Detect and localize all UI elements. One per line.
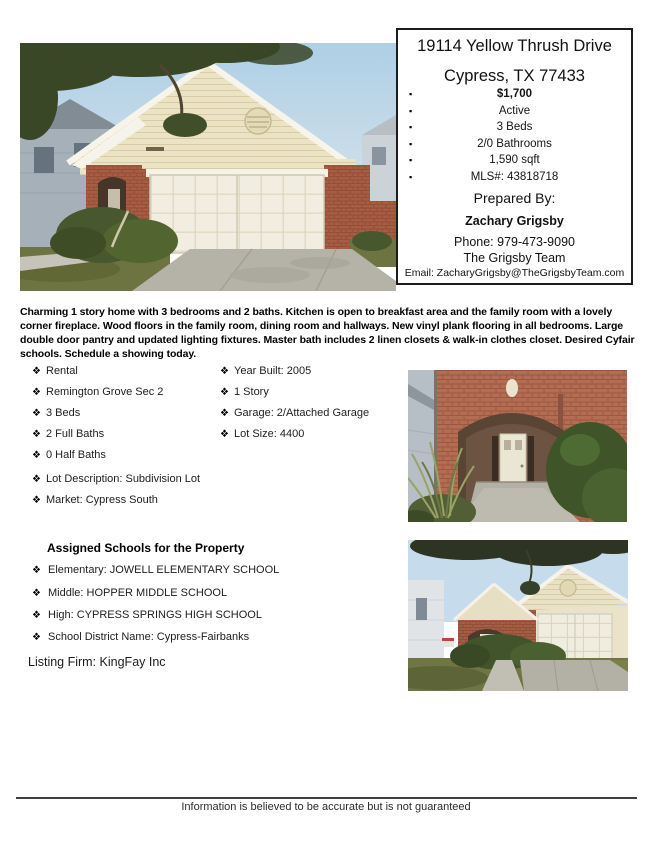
feature-item xyxy=(220,427,304,442)
highlight-row xyxy=(398,103,631,119)
feature-item xyxy=(32,385,163,400)
diamond-bullet-icon: ❖ xyxy=(32,366,41,377)
house-front-photo-illustration xyxy=(20,43,396,291)
schools-heading: Assigned Schools for the Property xyxy=(47,541,245,555)
main-exterior-photo xyxy=(20,43,396,291)
feature-item xyxy=(32,406,80,421)
diamond-bullet-icon: ❖ xyxy=(32,565,41,576)
sqft-value: 1,590 sqft xyxy=(489,154,540,166)
feature-text: Year Built: 2005 xyxy=(234,365,312,377)
mls-number: MLS#: 43818718 xyxy=(470,171,559,183)
feature-item xyxy=(32,448,106,463)
feature-item xyxy=(32,472,200,487)
school-item xyxy=(32,563,279,578)
school-text: High: CYPRESS SPRINGS HIGH SCHOOL xyxy=(48,609,262,621)
diamond-bullet-icon: ❖ xyxy=(220,387,229,398)
front-porch-photo xyxy=(408,370,627,522)
diamond-bullet-icon: ❖ xyxy=(220,366,229,377)
square-bullet-icon: ▪ xyxy=(409,89,413,99)
diamond-bullet-icon: ❖ xyxy=(32,495,41,506)
square-bullet-icon: ▪ xyxy=(409,122,413,132)
feature-text: Lot Description: Subdivision Lot xyxy=(46,473,201,485)
status-value: Active xyxy=(498,105,531,117)
agent-team: The Grigsby Team xyxy=(463,251,566,265)
property-description: Charming 1 story home with 3 bedrooms and 2 baths. Kitchen is open to breakfast area and the family room with a lovely corner fireplace. Wood floors in the family room, dining room and hallways. New vinyl plank flooring in all bedrooms. Large double door pantry and updated lighting fixtures. Master bath includes 2 linen closets & walk-in clothes closet. Desired Cyfair schools. Schedule a showing today. xyxy=(20,306,635,360)
angled-photo-illustration xyxy=(408,540,628,691)
feature-text: 2 Full Baths xyxy=(46,428,105,440)
highlight-row xyxy=(398,169,631,185)
highlight-row xyxy=(398,119,631,135)
diamond-bullet-icon: ❖ xyxy=(220,429,229,440)
beds-value: 3 Beds xyxy=(496,121,533,133)
diamond-bullet-icon: ❖ xyxy=(32,632,41,643)
agent-phone: Phone: 979-473-9090 xyxy=(454,235,575,249)
agent-name: Zachary Grigsby xyxy=(465,214,564,228)
highlight-row xyxy=(398,136,631,152)
diamond-bullet-icon: ❖ xyxy=(220,408,229,419)
diamond-bullet-icon: ❖ xyxy=(32,429,41,440)
feature-text: 1 Story xyxy=(234,386,269,398)
feature-text: 3 Beds xyxy=(46,407,81,419)
address-line2: Cypress, TX 77433 xyxy=(444,67,585,85)
school-text: Middle: HOPPER MIDDLE SCHOOL xyxy=(48,587,228,599)
feature-item xyxy=(32,364,78,379)
diamond-bullet-icon: ❖ xyxy=(32,387,41,398)
listing-firm: Listing Firm: KingFay Inc xyxy=(28,655,166,669)
porch-photo-illustration xyxy=(408,370,627,522)
square-bullet-icon: ▪ xyxy=(409,106,413,116)
school-item xyxy=(32,586,227,601)
prepared-by-label: Prepared By: xyxy=(473,190,556,206)
feature-item xyxy=(32,427,104,442)
feature-text: Garage: 2/Attached Garage xyxy=(234,407,370,419)
feature-item xyxy=(32,493,158,508)
diamond-bullet-icon: ❖ xyxy=(32,588,41,599)
footer-divider xyxy=(16,797,637,799)
school-text: School District Name: Cypress-Fairbanks xyxy=(48,631,250,643)
feature-text: Remington Grove Sec 2 xyxy=(46,386,164,398)
address-line1: 19114 Yellow Thrush Drive xyxy=(417,37,612,55)
agent-email: Email: ZacharyGrigsby@TheGrigsbyTeam.com xyxy=(404,267,625,279)
diamond-bullet-icon: ❖ xyxy=(32,408,41,419)
square-bullet-icon: ▪ xyxy=(409,139,413,149)
square-bullet-icon: ▪ xyxy=(409,172,413,182)
highlight-row xyxy=(398,86,631,102)
feature-item xyxy=(220,364,311,379)
diamond-bullet-icon: ❖ xyxy=(32,450,41,461)
angled-exterior-photo xyxy=(408,540,628,691)
diamond-bullet-icon: ❖ xyxy=(32,474,41,485)
feature-text: 0 Half Baths xyxy=(46,449,106,461)
feature-item xyxy=(220,385,269,400)
square-bullet-icon: ▪ xyxy=(409,155,413,165)
feature-text: Rental xyxy=(46,365,78,377)
school-item xyxy=(32,608,262,623)
price-value: $1,700 xyxy=(496,88,533,100)
feature-text: Lot Size: 4400 xyxy=(234,428,305,440)
highlight-row xyxy=(398,152,631,168)
feature-text: Market: Cypress South xyxy=(46,494,158,506)
diamond-bullet-icon: ❖ xyxy=(32,610,41,621)
footer-disclaimer: Information is believed to be accurate but is not guaranteed xyxy=(181,801,471,813)
school-item xyxy=(32,630,249,645)
listing-summary-box xyxy=(396,28,633,285)
school-text: Elementary: JOWELL ELEMENTARY SCHOOL xyxy=(48,564,280,576)
feature-item xyxy=(220,406,369,421)
baths-value: 2/0 Bathrooms xyxy=(477,138,552,150)
